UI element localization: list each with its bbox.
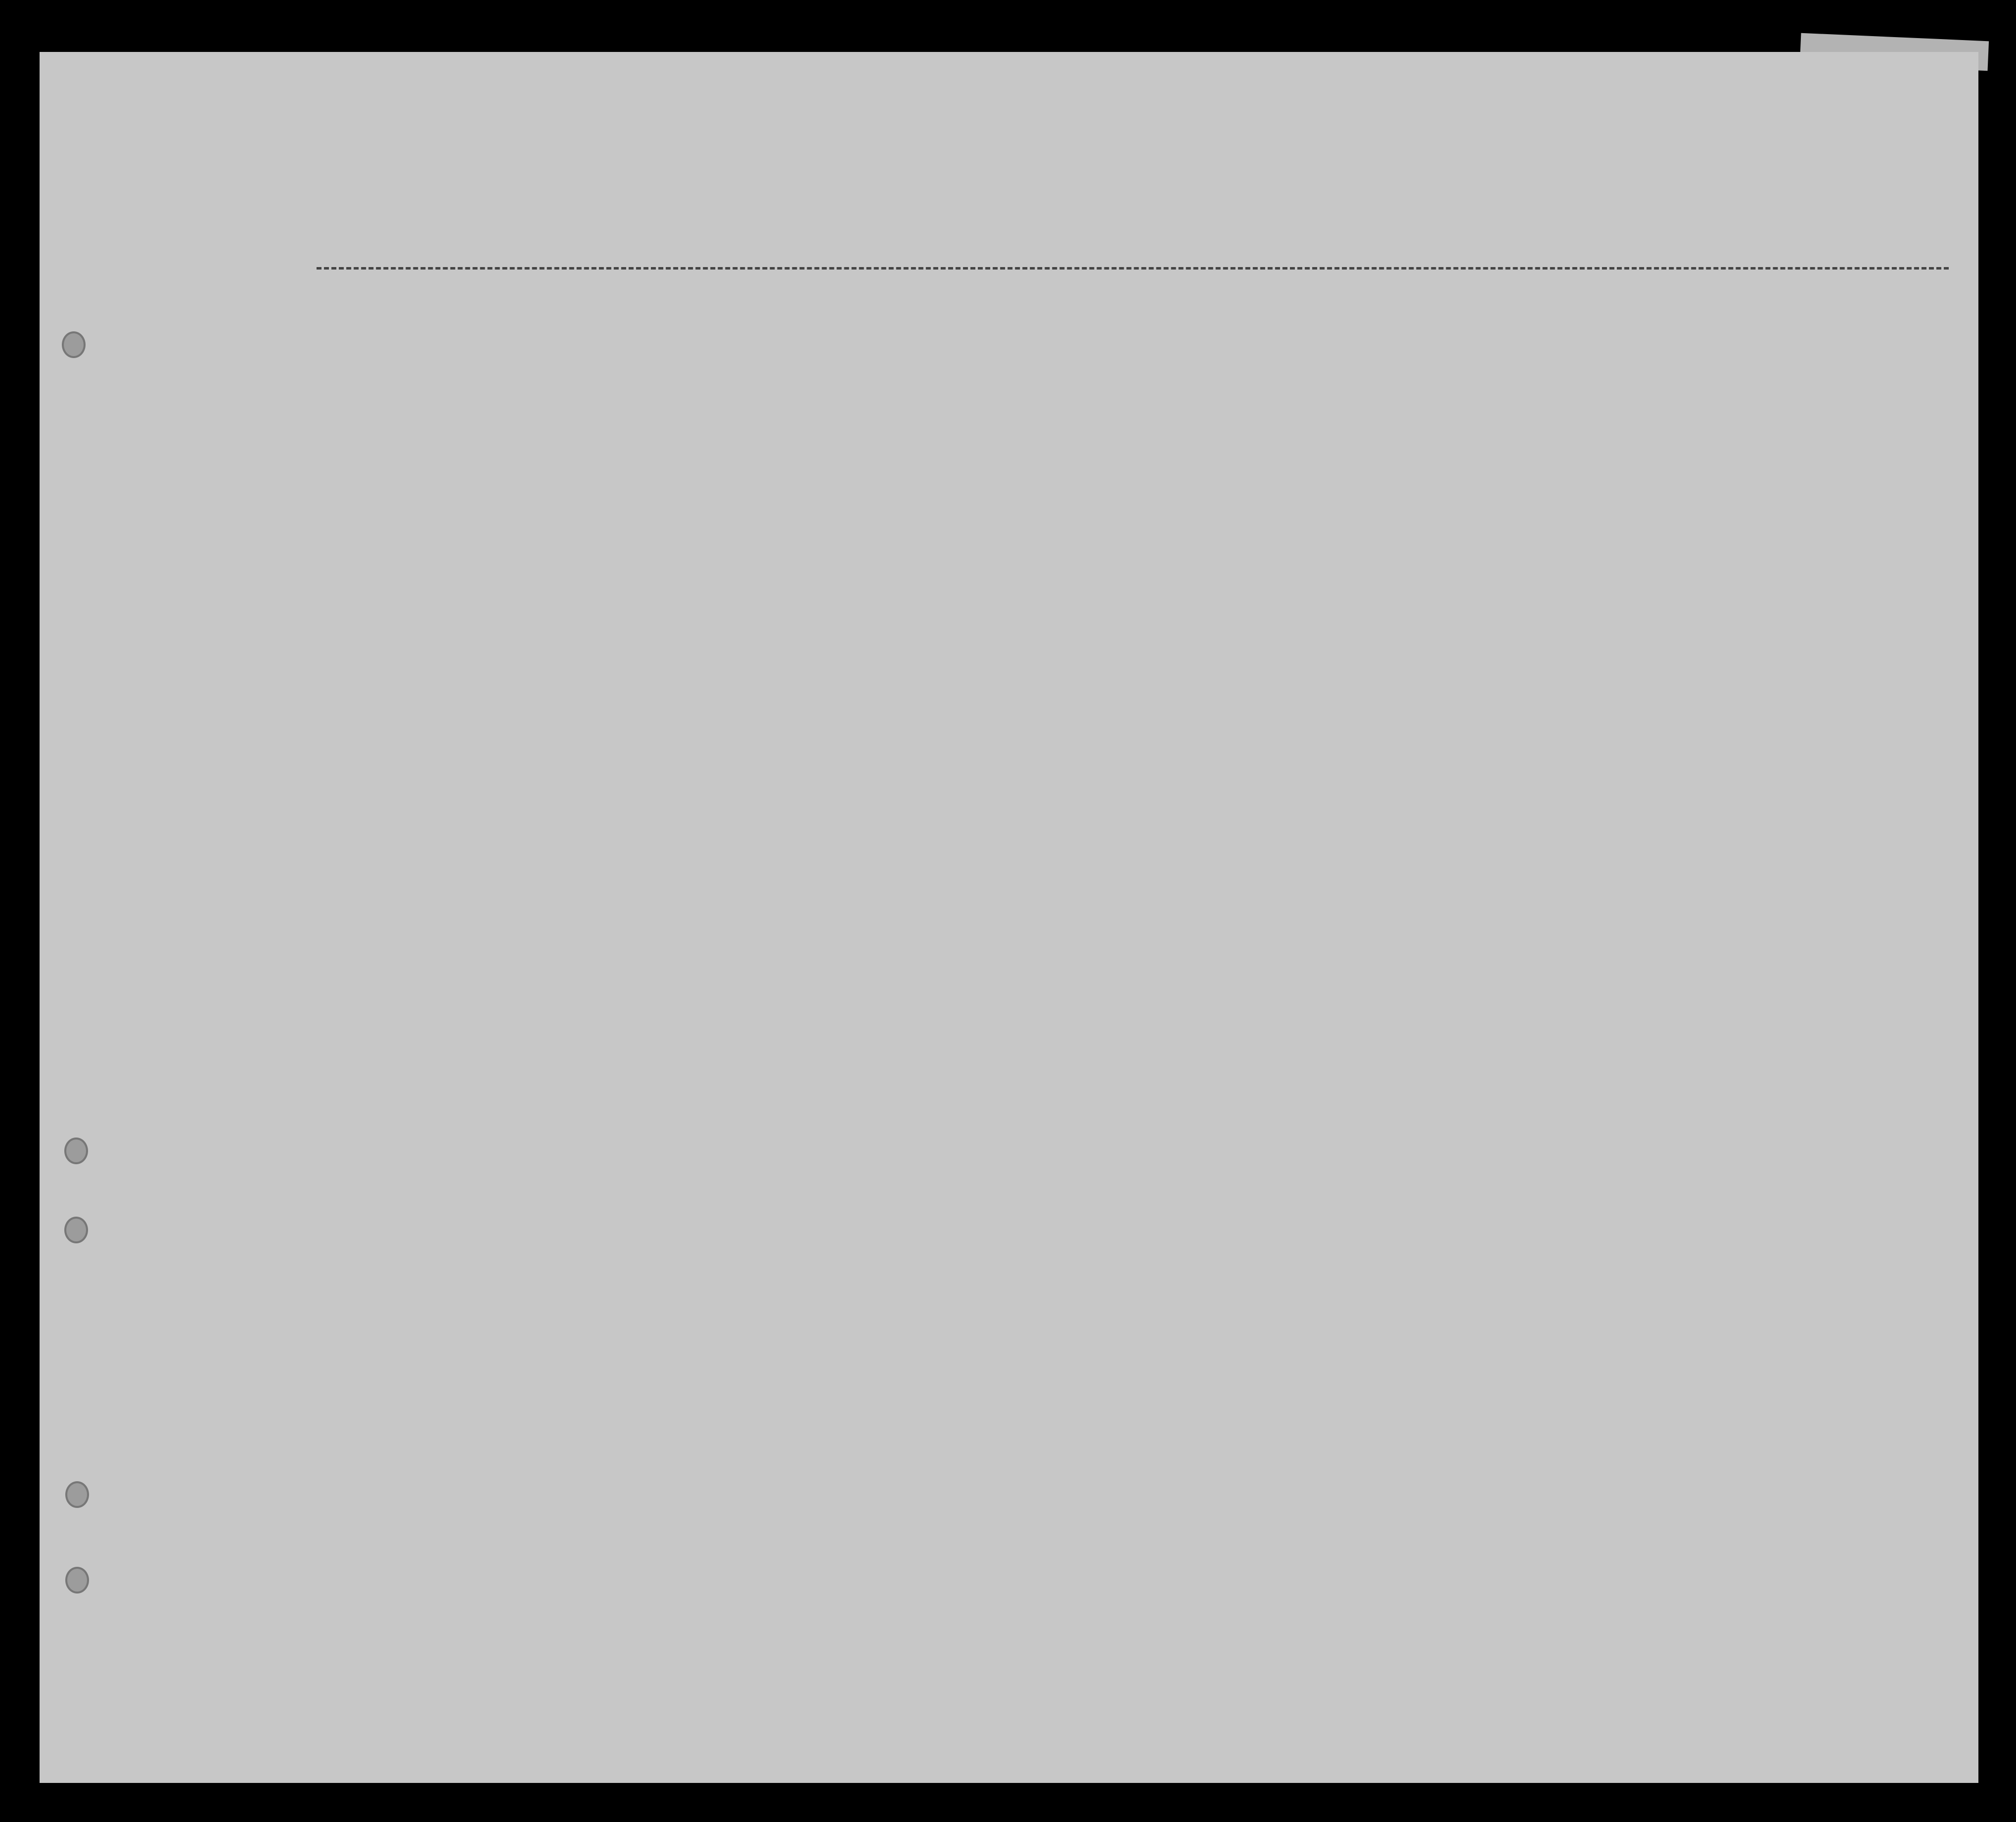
binder-hole	[64, 1138, 88, 1164]
binder-hole	[65, 1481, 89, 1508]
binder-hole	[65, 1567, 89, 1594]
binder-hole	[62, 331, 86, 358]
binder-hole	[64, 1217, 88, 1243]
